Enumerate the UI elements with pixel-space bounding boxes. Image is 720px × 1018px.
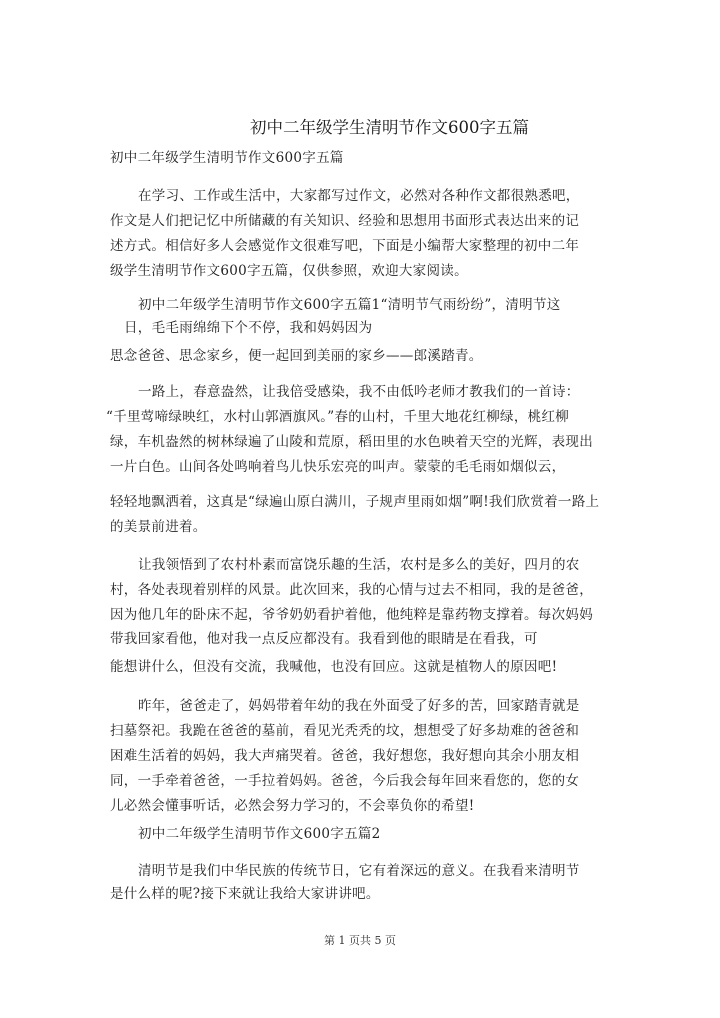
paragraph-line: 是什么样的呢?接下来就让我给大家讲讲吧。 <box>110 886 380 902</box>
paragraph-line: 清明节是我们中华民族的传统节日，它有着深远的意义。在我看来清明节 <box>138 863 580 879</box>
paragraph-line: 日，毛毛雨绵绵下个不停，我和妈妈因为 <box>124 320 373 336</box>
paragraph-line: 扫墓祭祀。我跪在爸爸的墓前，看见光秃秃的坟，想想受了好多劫难的爸爸和 <box>110 723 580 739</box>
paragraph-line: 因为他几年的卧床不起，爷爷奶奶看护着他，他纯粹是靠药物支撑着。每次妈妈 <box>110 607 593 623</box>
page-footer: 第 1 页共 5 页 <box>324 934 396 947</box>
section-heading-line: 初中二年级学生清明节作文600字五篇2 <box>138 826 381 842</box>
paragraph-line: 作文是人们把记忆中所储藏的有关知识、经验和思想用书面形式表达出来的记 <box>110 213 580 229</box>
paragraph-line: 能想讲什么，但没有交流，我喊他，也没有回应。这就是植物人的原因吧! <box>110 659 558 675</box>
paragraph-line: 村，各处表现着别样的风景。此次回来，我的心情与过去不相同，我的是爸爸， <box>110 582 593 598</box>
paragraph-line: 让我领悟到了农村朴素而富饶乐趣的生活，农村是多么的美好，四月的农 <box>138 557 580 573</box>
section-heading-line: 初中二年级学生清明节作文600字五篇1“清明节气雨纷纷”，清明节这 <box>138 297 561 313</box>
paragraph-line: 在学习、工作或生活中，大家都写过作文，必然对各种作文都很熟悉吧， <box>138 188 580 204</box>
paragraph-line: 思念爸爸、思念家乡，便一起回到美丽的家乡——郎溪踏青。 <box>110 348 483 364</box>
paragraph-line: 级学生清明节作文600字五篇，仅供参照，欢迎大家阅读。 <box>110 263 468 279</box>
paragraph-line: 一片白色。山间各处鸣响着鸟儿快乐宏亮的叫声。蒙蒙的毛毛雨如烟似云， <box>110 459 566 475</box>
paragraph-line: 同，一手牵着爸爸，一手拉着妈妈。爸爸，今后我会每年回来看您的，您的女 <box>110 773 580 789</box>
document-title: 初中二年级学生清明节作文600字五篇 <box>250 118 529 137</box>
paragraph-line: “千里莺啼绿映红，水村山郭酒旗风。”春的山村，千里大地花红柳绿，桃红柳 <box>106 409 570 425</box>
paragraph-line: 儿必然会懂事听话，必然会努力学习的，不会辜负你的希望! <box>110 798 475 814</box>
paragraph-line: 困难生活着的妈妈，我大声痛哭着。爸爸，我好想您，我好想向其余小朋友相 <box>110 748 580 764</box>
subtitle-line: 初中二年级学生清明节作文600字五篇 <box>110 150 344 166</box>
paragraph-line: 轻轻地飘洒着，这真是“绿遍山原白满川，子规声里雨如烟”啊!我们欣赏着一路上 <box>110 494 600 510</box>
paragraph-line: 一路上，春意盎然，让我倍受感染，我不由低吟老师才教我们的一首诗： <box>138 384 580 400</box>
paragraph-line: 述方式。相信好多人会感觉作文很难写吧，下面是小编帮大家整理的初中二年 <box>110 238 580 254</box>
paragraph-line: 带我回家看他，他对我一点反应都没有。我看到他的眼睛是在看我，可 <box>110 631 538 647</box>
paragraph-line: 的美景前进着。 <box>110 519 207 535</box>
paragraph-line: 绿，车机盎然的树林绿遍了山陵和荒原，稻田里的水色映着天空的光辉，表现出 <box>110 434 593 450</box>
paragraph-line: 昨年，爸爸走了，妈妈带着年幼的我在外面受了好多的苦，回家踏青就是 <box>138 698 580 714</box>
